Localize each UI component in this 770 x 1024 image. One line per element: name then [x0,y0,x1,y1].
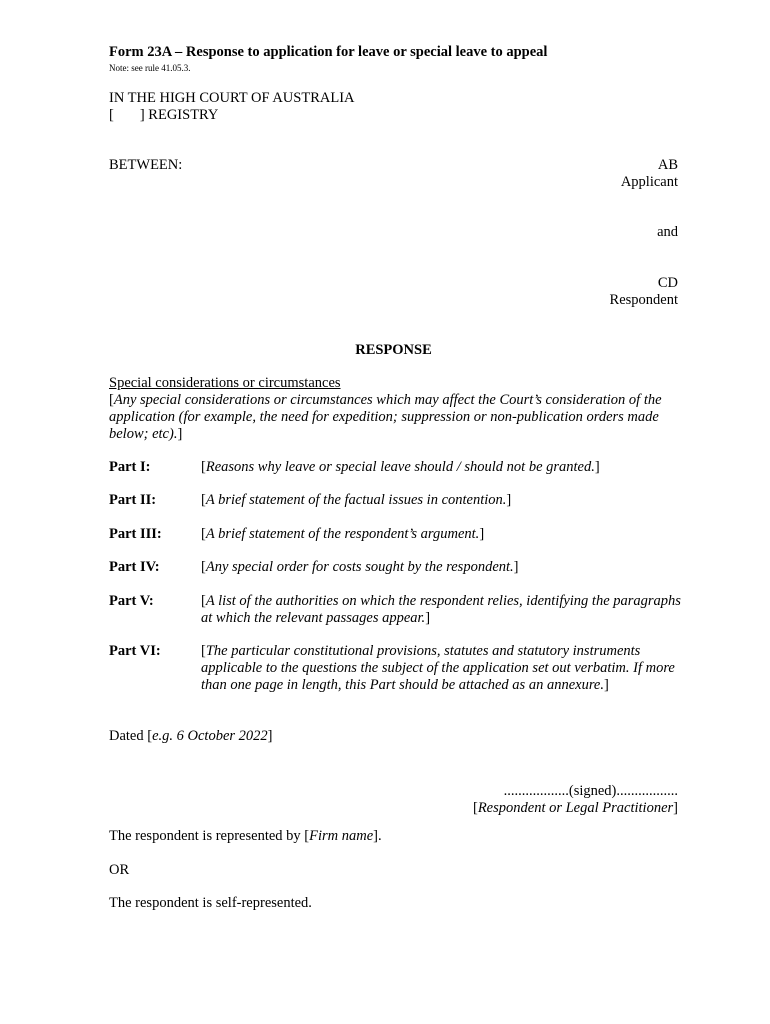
self-represented-line: The respondent is self-represented. [109,895,312,911]
registry-line [109,107,218,124]
part-6 [109,643,684,694]
representation-line: The respondent is represented by [Firm name]. [109,828,382,844]
special-heading: Special considerations or circumstances [109,375,341,391]
part-text: [A brief statement of the respondent’s argument.] [201,526,485,542]
form-title: Form 23A – Response to application for leave or special leave to appeal [109,44,548,60]
applicant-role: Applicant [620,174,678,190]
and-label: and [657,224,678,240]
part-label: Part II: [109,492,157,508]
part-1 [109,459,684,476]
part-label: Part V: [109,593,154,609]
part-4 [109,559,684,576]
court-name: IN THE HIGH COURT OF AUSTRALIA [109,90,355,106]
part-text: [Any special order for costs sought by the respondent.] [201,559,519,575]
response-heading: RESPONSE [355,342,432,358]
part-3 [109,526,684,543]
part-text: [Reasons why leave or special leave should / should not be granted.] [201,459,600,475]
form-note: Note: see rule 41.05.3. [109,63,191,73]
between-label: BETWEEN: [109,157,183,173]
registry-open: [ [109,107,114,123]
applicant-name: AB [657,157,678,173]
registry-close: ] REGISTRY [139,107,219,123]
part-label: Part I: [109,459,151,475]
part-text: [The particular constitutional provisions, statutes and statutory instruments applicable to the questions the subject of the application set out verbatim. If more than one page in length, this Part should be attached as an annexure.] [201,643,675,693]
signature-line: ..................(signed)................. [503,783,678,799]
special-body: [Any special considerations or circumstances which may affect the Court’s consideration of the application (for example, the need for expedition; suppression or non-publication orders made below; etc).] [109,392,662,442]
part-text: [A list of the authorities on which the respondent relies, identifying the paragraphs at which the relevant passages appear.] [201,593,681,626]
respondent-role: Respondent [609,292,678,308]
part-label: Part IV: [109,559,160,575]
part-label: Part III: [109,526,162,542]
part-2 [109,492,684,509]
or-label: OR [109,862,130,878]
respondent-name: CD [657,275,678,291]
signatory-role: [Respondent or Legal Practitioner] [472,800,678,816]
part-text: [A brief statement of the factual issues in contention.] [201,492,512,508]
date-placeholder: e.g. 6 October 2022 [152,728,268,744]
dated-line: Dated [e.g. 6 October 2022] [109,728,273,744]
special-body-text: Any special considerations or circumstances which may affect the Court’s consideration of the application (for example, the need for expedition; suppression or non-publication orders made below; etc). [109,392,662,442]
firm-name-placeholder: Firm name [309,828,374,844]
part-5 [109,593,684,627]
part-label: Part VI: [109,643,161,659]
